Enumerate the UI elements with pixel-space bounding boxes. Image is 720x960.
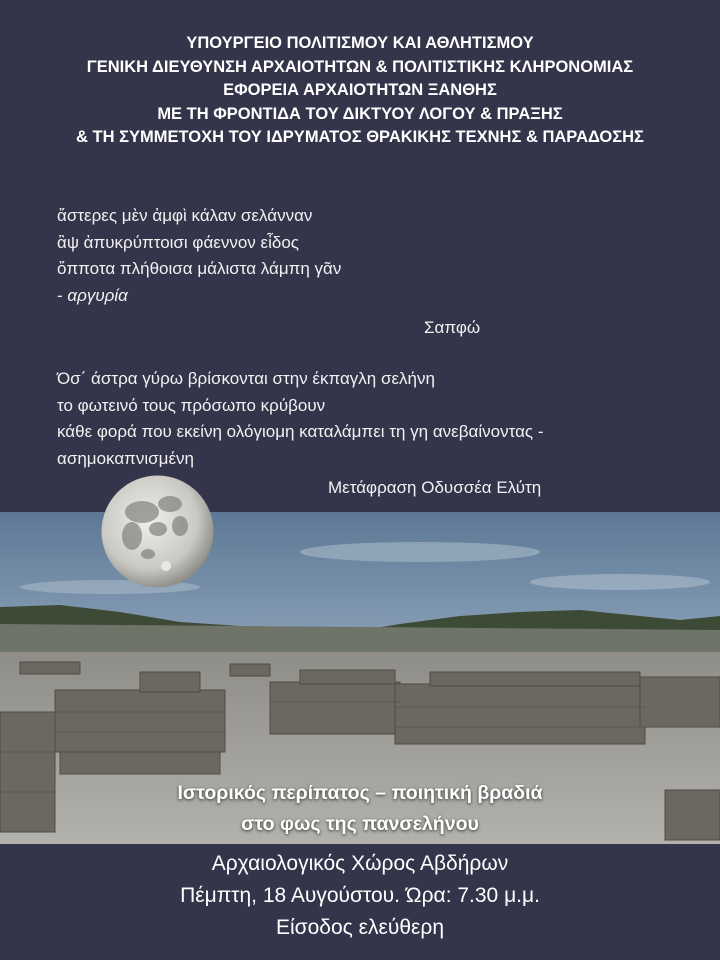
full-moon-illustration bbox=[100, 474, 215, 589]
translation-line: κάθε φορά που εκείνη ολόγιομη καταλάμπει τη γη ανεβαίνοντας - bbox=[57, 422, 544, 441]
translation-line: Όσ΄ άστρα γύρω βρίσκονται στην έκπαγλη σελήνη bbox=[57, 369, 435, 388]
organizers-header bbox=[0, 32, 720, 150]
translation-line: το φωτεινό τους πρόσωπο κρύβουν bbox=[57, 395, 326, 415]
header-line: & ΤΗ ΣΥΜΜΕΤΟΧΗ ΤΟΥ ΙΔΡΥΜΑΤΟΣ ΘΡΑΚΙΚΗΣ ΤΕΧΝΗΣ & ΠΑΡΑΔΟΣΗΣ bbox=[76, 128, 644, 146]
event-venue: Αρχαιολογικός Χώρος Αβδήρων bbox=[211, 852, 509, 875]
poem-dash: - bbox=[57, 285, 68, 305]
header-line: ΥΠΟΥΡΓΕΙΟ ΠΟΛΙΤΙΣΜΟΥ ΚΑΙ ΑΘΛΗΤΙΣΜΟΥ bbox=[186, 34, 534, 52]
poem-author: Σαπφώ bbox=[424, 318, 481, 337]
header-line: ΜΕ ΤΗ ΦΡΟΝΤΙΔΑ ΤΟΥ ΔΙΚΤΥΟΥ ΛΟΓΟΥ & ΠΡΑΞΗΣ bbox=[157, 104, 563, 123]
poem-last-line bbox=[57, 283, 341, 310]
poem-line: ἂψ ἀπυκρύπτοισι φάεννον εἶδος bbox=[57, 232, 299, 252]
translation-credit: Μετάφραση Οδυσσέα Ελύτη bbox=[328, 478, 542, 497]
event-title bbox=[0, 778, 720, 840]
translation-line: ασημοκαπνισμένη bbox=[57, 448, 194, 468]
poem-line: ἄστερες μὲν ἀμφὶ κάλαν σελάνναν bbox=[57, 206, 313, 225]
event-title-line: στο φως της πανσελήνου bbox=[241, 813, 479, 835]
header-line: ΓΕΝΙΚΗ ΔΙΕΥΘΥΝΣΗ ΑΡΧΑΙΟΤΗΤΩΝ & ΠΟΛΙΤΙΣΤΙΚΗΣ ΚΛΗΡΟΝΟΜΙΑΣ bbox=[86, 57, 634, 76]
event-entry: Είσοδος ελεύθερη bbox=[275, 916, 444, 939]
poem-last-word: αργυρία bbox=[67, 285, 128, 305]
event-details bbox=[0, 848, 720, 944]
header-line: ΕΦΟΡΕΙΑ ΑΡΧΑΙΟΤΗΤΩΝ ΞΑΝΘΗΣ bbox=[223, 81, 497, 99]
ancient-greek-poem bbox=[57, 203, 341, 309]
event-datetime: Πέμπτη, 18 Αυγούστου. Ώρα: 7.30 μ.μ. bbox=[180, 884, 540, 907]
translation-poem bbox=[57, 366, 543, 472]
event-title-line: Ιστορικός περίπατος – ποιητική βραδιά bbox=[177, 782, 543, 804]
poem-line: ὄπποτα πλήθοισα μάλιστα λάμπη γᾶν bbox=[57, 259, 342, 278]
